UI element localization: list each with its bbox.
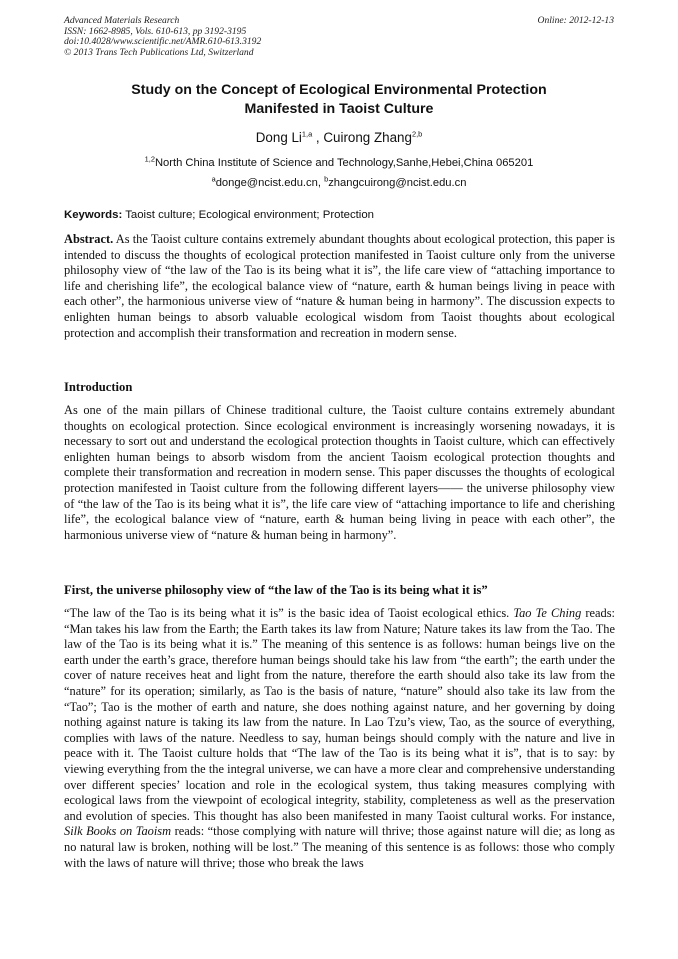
journal-name: Advanced Materials Research	[64, 15, 180, 26]
author-1-marker: 1,a	[301, 129, 313, 139]
issn-line: ISSN: 1662-8985, Vols. 610-613, pp 3192-3195	[64, 25, 247, 37]
email-a-marker: a	[211, 174, 216, 184]
section-1-text-c: reads: “those complying with nature will thrive; those against nature will die; as long as no natural law is broken, nothing will be lost.” The meaning of this sentence is as follows: those who comply with the laws of nature will thrive; those who break the laws	[64, 824, 615, 870]
paper-title	[64, 81, 614, 119]
introduction-heading: Introduction	[64, 380, 133, 394]
abstract-text: As the Taoist culture contains extremely abundant thoughts about ecological protection, this paper is intended to discuss the thoughts of ecological protection manifested in Taoist culture only from the universe philosophy view of “the law of the Tao is its being what it is”, the life care view of “attaching importance to life and cherishing life”, the ecological balance view of “nature, earth & human beings living in peace with each other”, the harmonious universe view of “nature & human being in harmony”. The discussion expects to enlighten human beings to absorb valuable ecological wisdom from Taoist thoughts about ecological protection and accomplish their transformation and recreation in modern sense.	[64, 232, 615, 340]
title-line-1: Study on the Concept of Ecological Environmental Protection	[131, 82, 547, 98]
keywords-label: Keywords:	[64, 209, 123, 221]
introduction-paragraph: As one of the main pillars of Chinese traditional culture, the Taoist culture contains extremely abundant thoughts on ecological protection. Since ecological environment is increasingly worsening nowadays, it is necessary to sort out and understand the ecological protection thoughts in Taoist culture, which can effectively enlighten human beings to absorb wisdom from the ancient Taoism ecological protection thoughts and complete their transformation and recreation in modern sense. This paper discusses the thoughts of ecological protection manifested in Taoist culture from the following different layers—— the universe philosophy view of “the law of the Tao is its being what it is”, the life care view of “attaching importance to life and cherishing life”, the ecological balance view of “nature, earth & human being living in peace with each other”, the harmonious universe view of “nature & human being in harmony”.	[64, 403, 615, 542]
email-b-marker: b	[324, 174, 329, 184]
author-2: Cuirong Zhang	[323, 130, 412, 145]
doi-line: doi:10.4028/www.scientific.net/AMR.610-613.3192	[64, 36, 262, 48]
section-1-text-b: reads: “Man takes his law from the Earth; the Earth takes its law from Nature; Nature takes its law from the Tao. The law of the Tao is its being what it is.” The meaning of this sentence is as follows: human beings live on the earth under the earth’s grace, therefore human beings should take his law from “the earth”; the earth under the cover of nature receives heat and light from the nature, therefore the earth should also take its law from the “nature” for its operation; similarly, as Tao is the basis of nature, “nature” should also take its law from the “Tao”; Tao is the mother of earth and nature, she does nothing against nature, and her governing by doing nothing against nature is taking its law from the nature. In Lao Tzu’s view, Tao, as the source of everything, complies with laws of the nature. Needless to say, human beings should comply with the nature and live in peace with it. The Taoist culture holds that “The law of the Tao is its being what it is”, that is to say: by viewing everything from the the integral universe, we can have a more clear and comprehensive understanding over different species’ location and role in the ecological system, thus taking measures complying with ecological laws from the viewpoint of ecological integrity, stability, completeness as well as the preservation and evolution of species. This thought has also been manifested in many Taoist cultural works. For instance,	[64, 606, 615, 823]
affiliation	[64, 156, 614, 171]
book-title-tao-te-ching: Tao Te Ching	[513, 606, 582, 620]
author-emails	[64, 176, 614, 191]
book-title-silk-books: Silk Books on Taoism	[64, 824, 172, 839]
section-1-paragraph	[64, 606, 615, 871]
journal-header	[64, 16, 261, 58]
abstract	[64, 232, 615, 341]
author-1: Dong Li	[255, 130, 302, 145]
section-1-text-a: “The law of the Tao is its being what it is” is the basic idea of Taoist ecological ethics.	[64, 606, 514, 620]
title-line-2: Manifested in Taoist Culture	[244, 101, 434, 117]
affiliation-text: North China Institute of Science and Technology,Sanhe,Hebei,China 065201	[154, 157, 534, 169]
author-2-marker: 2,b	[411, 129, 423, 139]
author-list	[64, 129, 614, 147]
copyright-line: © 2013 Trans Tech Publications Ltd, Switzerland	[64, 46, 254, 58]
author-separator: ,	[312, 130, 324, 145]
email-a: donge@ncist.edu.cn,	[215, 177, 325, 189]
email-b: zhangcuirong@ncist.edu.cn	[328, 177, 467, 189]
online-date: Online: 2012-12-13	[537, 15, 614, 26]
section-1-heading: First, the universe philosophy view of “the law of the Tao is its being what it is”	[64, 583, 488, 597]
keywords	[64, 208, 614, 223]
keywords-text: Taoist culture; Ecological environment; Protection	[122, 209, 375, 221]
abstract-label: Abstract.	[64, 232, 114, 246]
affiliation-marker: 1,2	[144, 154, 155, 164]
